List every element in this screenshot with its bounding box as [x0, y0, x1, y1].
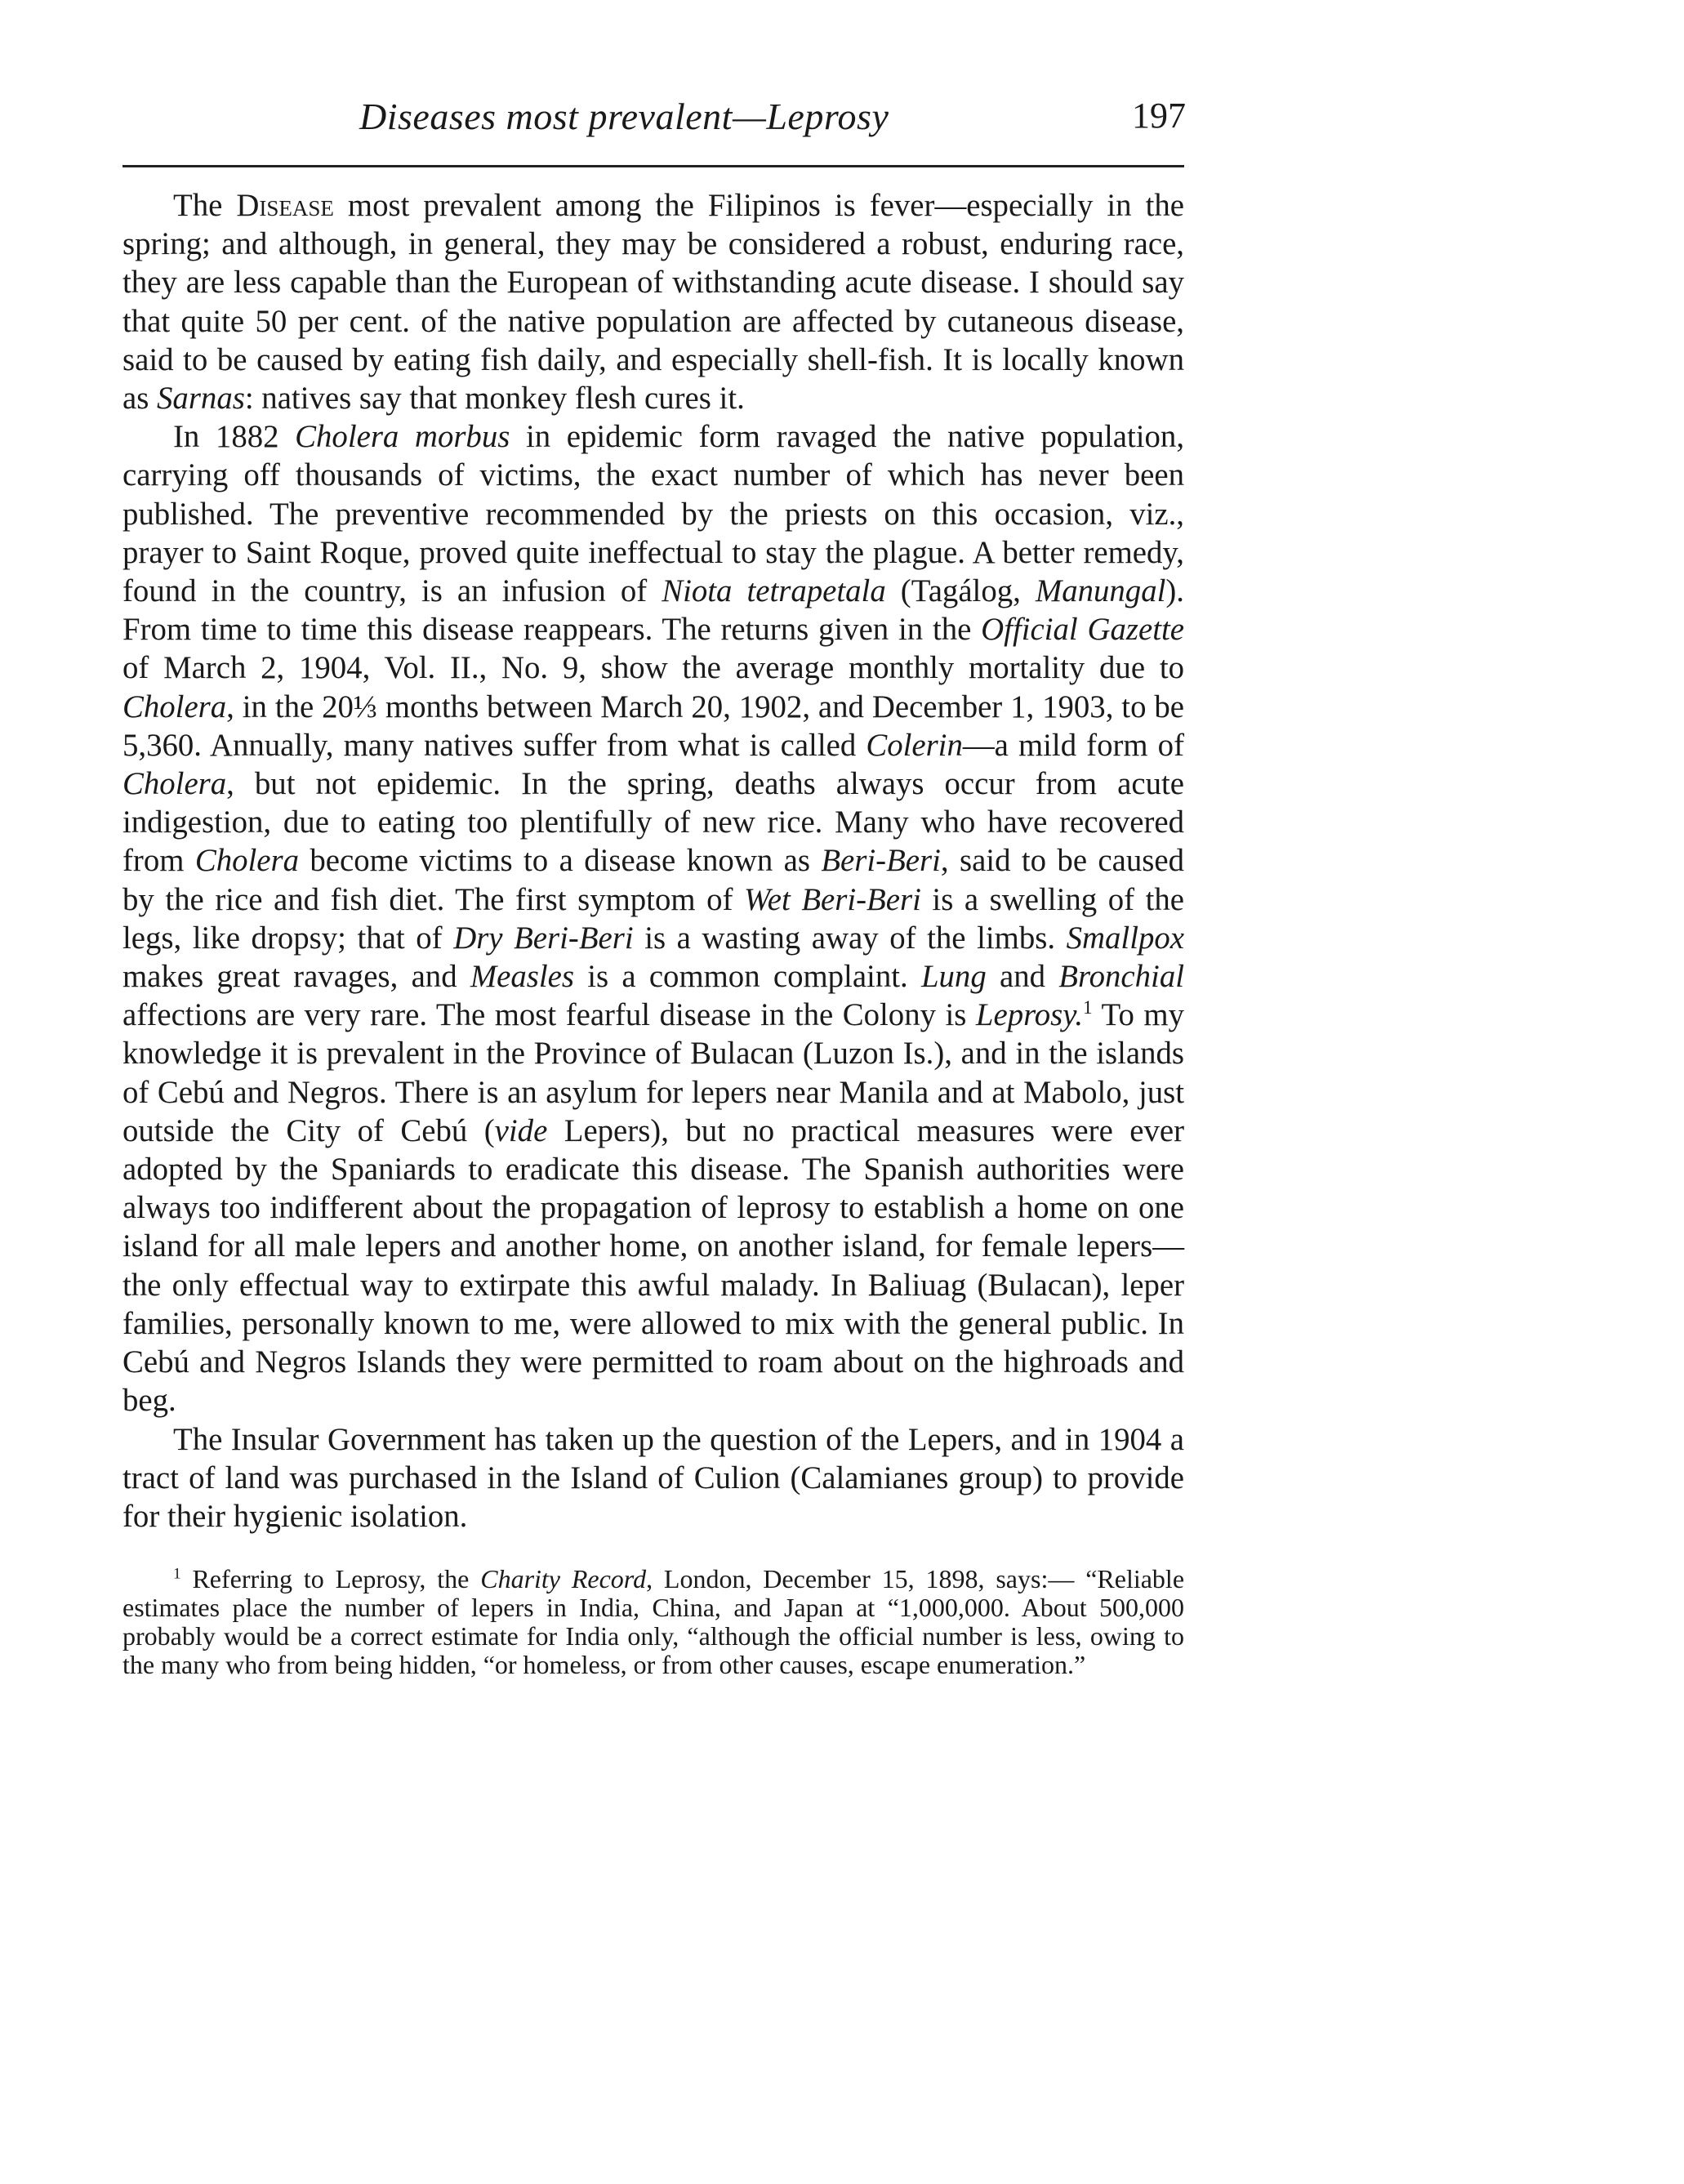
italic-term: Cholera morbus: [295, 419, 510, 455]
italic-term: Beri-Beri: [821, 843, 941, 879]
text-run: Lepers), but no practical measures were ever adopted by the Spaniards to eradicate this disease. The Spanish authorities were always too indifferent about the propagation of leprosy to establish a home on one island for all male lepers and another home, on another island, for female lepers—the only effectual way to extirpate this awful malady. In Baliuag (Bulacan), leper families, personally known to me, were allowed to mix with the general public. In Cebú and Negros Islands they were permitted to roam about on the highroads and beg.: [123, 1112, 1184, 1419]
book-page: [123, 82, 1184, 1679]
text-run: In 1882: [173, 419, 296, 455]
paragraph: [123, 1420, 1184, 1536]
italic-term: Measles: [470, 959, 574, 995]
text-run: The Insular Government has taken up the question of the Lepers, and in 1904 a tract of land was purchased in the Island of Culion (Calamianes group) to provide for their hygienic isolation.: [123, 1421, 1184, 1534]
italic-term: Smallpox: [1066, 920, 1184, 956]
text-run: —a mild form of: [962, 727, 1184, 763]
italic-term: Charity Record: [480, 1564, 647, 1594]
text-run: is a common complaint.: [573, 959, 921, 995]
text-run: affections are very rare. The most fearful disease in the Colony is: [123, 997, 976, 1033]
footnote-marker: 1: [173, 1565, 181, 1583]
text-run: become victims to a disease known as: [298, 843, 822, 879]
text-run: is a swelling of the legs, like dropsy; that of: [123, 881, 1185, 956]
italic-term: Leprosy.: [975, 997, 1084, 1033]
italic-term: Cholera: [123, 689, 227, 724]
page-number: 197: [1132, 96, 1186, 136]
text-run: The: [173, 188, 237, 223]
text-run: (Tagálog,: [885, 573, 1036, 609]
italic-term: Sarnas: [157, 381, 245, 417]
italic-term: Niota tetrapetala: [662, 573, 886, 609]
body-text: [123, 186, 1184, 1535]
text-run: and: [986, 959, 1059, 995]
italic-term: Cholera: [194, 843, 299, 879]
text-run: most prevalent among the Filipinos is fever—especially in the spring; and although, in general, they may be considered a robust, enduring race, they are less capable than the European of withstanding acute disease. I should say that quite 50 per cent. of the native population are affected by cutaneous disease, said to be caused by eating fish daily, and especially shell-fish. It is locally known as: [123, 188, 1184, 417]
italic-term: Colerin: [866, 727, 963, 763]
text-run: Referring to Leprosy, the: [180, 1564, 481, 1594]
paragraph: [123, 186, 1184, 417]
italic-term: Official Gazette: [981, 612, 1184, 648]
text-run: , but not epidemic. In the spring, deaths always occur from acute indigestion, due to eating too plentifully of new rice. Many who have recovered from: [123, 766, 1184, 879]
italic-term: Manungal: [1035, 573, 1166, 609]
running-title: Diseases most prevalent—Leprosy: [359, 96, 889, 137]
text-run: of March 2, 1904, Vol. II., No. 9, show the average monthly mortality due to: [123, 650, 1184, 686]
text-run: makes great ravages, and: [123, 959, 470, 995]
header-rule: [123, 165, 1184, 167]
text-run: , in the 20⅓ months between March 20, 1902, and December 1, 1903, to be 5,360. Annually, many natives suffer from what is called: [123, 689, 1184, 763]
italic-term: Cholera: [123, 766, 227, 802]
text-run: in epidemic form ravaged the native population, carrying off thousands of victims, the exact number of which has never been published. The preventive recommended by the priests on this occasion, viz., prayer to Saint Roque, proved quite ineffectual to stay the plague. A better remedy, found in the country, is an infusion of: [123, 419, 1185, 609]
text-run: , London, December 15, 1898, says:— “Reliable estimates place the number of lepers in India, China, and Japan at “1,000,000. About 500,000 probably would be a correct estimate for India only, “although the official number is less, owing to the many who from being hidden, “or homeless, or from other causes, escape enumeration.”: [123, 1564, 1185, 1680]
footnotes: [123, 1565, 1184, 1679]
text-run: : natives say that monkey flesh cures it.: [244, 381, 745, 417]
text-run: is a wasting away of the limbs.: [633, 920, 1067, 956]
text-run: To my knowledge it is prevalent in the Province of Bulacan (Luzon Is.), and in the islands of Cebú and Negros. There is an asylum for lepers near Manila and at Mabolo, just outside the City of Cebú (: [123, 997, 1184, 1148]
italic-term: Dry Beri-Beri: [453, 920, 634, 956]
italic-term: Bronchial: [1058, 959, 1184, 995]
text-run: Disease: [236, 188, 334, 223]
italic-term: Wet Beri-Beri: [744, 881, 921, 917]
running-head: [123, 82, 1184, 172]
italic-term: Lung: [920, 959, 987, 995]
paragraph: [123, 417, 1184, 1420]
text-run: ). From time to time this disease reappears. The returns given in the: [123, 573, 1185, 648]
italic-term: vide: [494, 1112, 548, 1148]
footnote: [123, 1565, 1184, 1679]
text-run: , said to be caused by the rice and fish diet. The first symptom of: [123, 843, 1184, 917]
footnote-marker: 1: [1083, 997, 1093, 1019]
